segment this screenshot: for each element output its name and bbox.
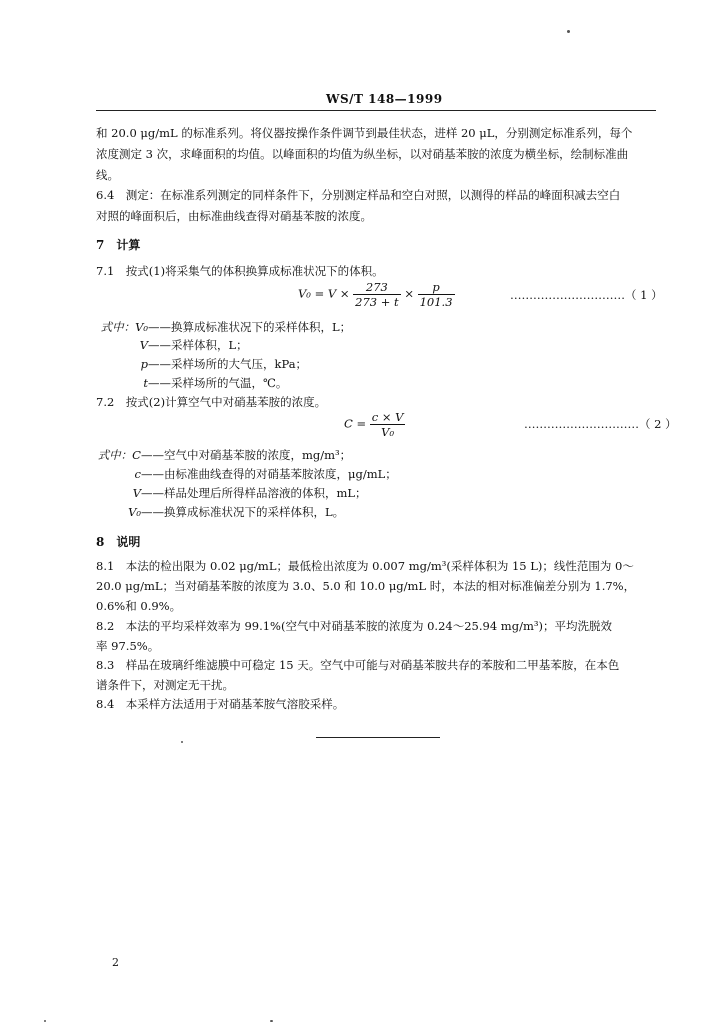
scan-speck	[181, 741, 183, 743]
where-2-symbol: 式中：C——	[97, 448, 164, 462]
paragraph-8-1-line-3: 0.6%和 0.9%。	[96, 599, 182, 613]
where-2-description: 空气中对硝基苯胺的浓度，mg/m³；	[164, 448, 352, 462]
document-header: WS/T 148—1999	[326, 92, 443, 106]
where-1-symbol: p——	[140, 357, 171, 371]
paragraph-6-3-line-2: 浓度测定 3 次，求峰面积的均值。以峰面积的均值为纵坐标，以对硝基苯胺的浓度为横坐标，绘制标准曲	[96, 147, 629, 161]
equation-1-fraction-2	[418, 280, 455, 309]
end-rule	[316, 737, 440, 738]
equation-2	[344, 410, 405, 439]
page-number: 2	[112, 956, 119, 969]
paragraph-8-2-line-2: 率 97.5%。	[96, 639, 160, 653]
section-7-title: 7 计算	[96, 238, 141, 252]
where-2-item-3	[96, 503, 344, 522]
equation-1-number: …………………………（ 1 ）	[510, 288, 663, 302]
paragraph-8-1-line-1: 8.1 本法的检出限为 0.02 μg/mL；最低检出浓度为 0.007 mg/m³(采样体积为 15 L)；线性范围为 0～	[96, 559, 634, 573]
section-8-title: 8 说明	[96, 535, 141, 549]
where-1-symbol: V——	[139, 338, 171, 352]
where-2-symbol: V₀——	[128, 505, 164, 519]
paragraph-8-4: 8.4 本采样方法适用于对硝基苯胺气溶胶采样。	[96, 697, 345, 711]
paragraph-6-3-line-1: 和 20.0 μg/mL 的标准系列。将仪器按操作条件调节到最佳状态，进样 20 μL，分别测定标准系列，每个	[96, 126, 633, 140]
where-1-item-3	[96, 374, 287, 393]
where-2-symbol: c——	[134, 467, 164, 481]
where-2-symbol: V——	[132, 486, 164, 500]
equation-1-frac2-numerator: p	[418, 280, 455, 295]
paragraph-8-3-line-2: 谱条件下，对测定无干扰。	[96, 678, 234, 692]
equation-2-lhs: C =	[344, 416, 367, 431]
where-2-item-2	[96, 484, 367, 503]
where-2-item-0	[96, 446, 351, 465]
where-1-symbol: 式中：V₀——	[100, 320, 171, 334]
equation-1-times: ×	[404, 286, 414, 301]
paragraph-7-1: 7.1 按式(1)将采集气的体积换算成标准状况下的体积。	[96, 264, 384, 278]
equation-1-lhs: V₀ = V ×	[298, 286, 350, 301]
where-1-description: 采样场所的气温，℃。	[171, 376, 288, 390]
paragraph-6-4-line-1: 6.4 测定：在标准系列测定的同样条件下，分别测定样品和空白对照，以测得的样品的峰面积减去空白	[96, 188, 621, 202]
scan-speck	[270, 1020, 273, 1022]
paragraph-8-2-line-1: 8.2 本法的平均采样效率为 99.1%(空气中对硝基苯胺的浓度为 0.24～25.94 mg/m³)；平均洗脱效	[96, 619, 612, 633]
equation-2-fraction	[370, 410, 406, 439]
where-1-item-1	[96, 336, 248, 355]
equation-2-denominator: V₀	[381, 425, 395, 439]
equation-1-frac1-denominator: 273 + t	[355, 295, 399, 309]
where-1-description: 采样体积，L；	[171, 338, 248, 352]
paragraph-6-3-line-3: 线。	[96, 168, 119, 182]
equation-1-fraction-1	[353, 280, 401, 309]
where-1-description: 换算成标准状况下的采样体积，L；	[171, 320, 352, 334]
scan-speck	[567, 30, 570, 33]
where-2-description: 由标准曲线查得的对硝基苯胺浓度，μg/mL；	[164, 467, 397, 481]
where-2-item-1	[96, 465, 397, 484]
paragraph-8-3-line-1: 8.3 样品在玻璃纤维滤膜中可稳定 15 天。空气中可能与对硝基苯胺共存的苯胺和二甲基苯胺，在本色	[96, 658, 620, 672]
where-1-item-2	[96, 355, 307, 374]
paragraph-6-4-line-2: 对照的峰面积后，由标准曲线查得对硝基苯胺的浓度。	[96, 209, 372, 223]
where-1-item-0	[96, 318, 351, 337]
equation-1-frac2-denominator: 101.3	[419, 295, 453, 309]
paragraph-8-1-line-2: 20.0 μg/mL；当对硝基苯胺的浓度为 3.0、5.0 和 10.0 μg/mL 时，本法的相对标准偏差分别为 1.7%，	[96, 579, 636, 593]
equation-2-numerator: c × V	[371, 410, 404, 424]
where-2-description: 样品处理后所得样品溶液的体积，mL；	[164, 486, 367, 500]
equation-2-number: …………………………（ 2 ）	[524, 417, 677, 431]
where-1-symbol: t——	[143, 376, 171, 390]
equation-1	[298, 280, 455, 309]
scan-speck	[44, 1020, 46, 1022]
equation-1-frac1-numerator: 273	[353, 280, 401, 295]
header-rule	[96, 110, 656, 111]
where-1-description: 采样场所的大气压，kPa；	[171, 357, 308, 371]
paragraph-7-2: 7.2 按式(2)计算空气中对硝基苯胺的浓度。	[96, 395, 327, 409]
where-2-description: 换算成标准状况下的采样体积，L。	[164, 505, 345, 519]
